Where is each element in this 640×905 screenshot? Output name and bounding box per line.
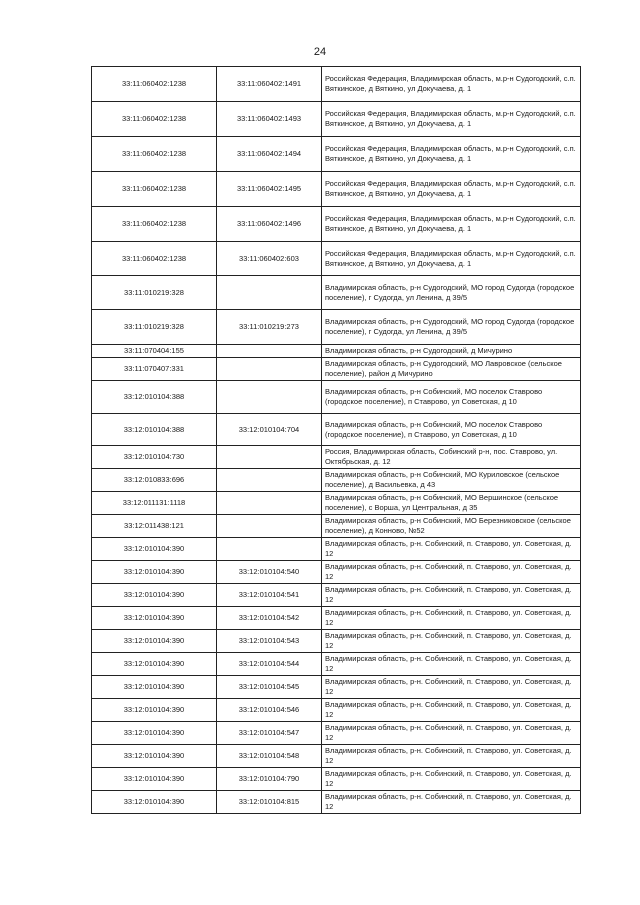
parent-cadastral-number: 33:11:060402:1238 xyxy=(92,207,217,242)
child-cadastral-number xyxy=(217,469,322,492)
table-row xyxy=(92,561,581,584)
table-row xyxy=(92,676,581,699)
parent-cadastral-number: 33:12:010833:696 xyxy=(92,469,217,492)
address-cell: Владимирская область, р-н Собинский, МО Куриловское (сельское поселение), д Васильевка, д 43 xyxy=(322,469,581,492)
table-row xyxy=(92,515,581,538)
address-cell: Владимирская область, р-н. Собинский, п. Ставрово, ул. Советская, д. 12 xyxy=(322,584,581,607)
address-cell: Владимирская область, р-н Судогодский, МО Лавровское (сельское поселение), район д Мичурино xyxy=(322,358,581,381)
child-cadastral-number: 33:12:010104:543 xyxy=(217,630,322,653)
child-cadastral-number: 33:11:060402:1491 xyxy=(217,67,322,102)
parent-cadastral-number: 33:12:010104:390 xyxy=(92,768,217,791)
table-row xyxy=(92,768,581,791)
child-cadastral-number: 33:12:010104:790 xyxy=(217,768,322,791)
address-cell: Владимирская область, р-н. Собинский, п. Ставрово, ул. Советская, д. 12 xyxy=(322,768,581,791)
address-cell: Владимирская область, р-н. Собинский, п. Ставрово, ул. Советская, д. 12 xyxy=(322,722,581,745)
table-row xyxy=(92,172,581,207)
address-cell: Российская Федерация, Владимирская область, м.р-н Судогодский, с.п. Вяткинское, д Вяткино, ул Докучаева, д. 1 xyxy=(322,67,581,102)
address-cell: Владимирская область, р-н Собинский, МО Вершинское (сельское поселение), с Ворша, ул Центральная, д 35 xyxy=(322,492,581,515)
child-cadastral-number: 33:11:060402:1495 xyxy=(217,172,322,207)
parent-cadastral-number: 33:11:070407:331 xyxy=(92,358,217,381)
table-row xyxy=(92,67,581,102)
parent-cadastral-number: 33:11:010219:328 xyxy=(92,310,217,345)
table-row xyxy=(92,381,581,414)
address-cell: Владимирская область, р-н. Собинский, п. Ставрово, ул. Советская, д. 12 xyxy=(322,745,581,768)
parent-cadastral-number: 33:12:010104:390 xyxy=(92,653,217,676)
address-cell: Владимирская область, р-н. Собинский, п. Ставрово, ул. Советская, д. 12 xyxy=(322,676,581,699)
address-cell: Владимирская область, р-н Собинский, МО поселок Ставрово (городское поселение), п Ставрово, ул Советская, д 10 xyxy=(322,381,581,414)
child-cadastral-number xyxy=(217,446,322,469)
parent-cadastral-number: 33:12:010104:390 xyxy=(92,538,217,561)
address-cell: Владимирская область, р-н. Собинский, п. Ставрово, ул. Советская, д. 12 xyxy=(322,561,581,584)
table-row xyxy=(92,492,581,515)
parent-cadastral-number: 33:12:011131:1118 xyxy=(92,492,217,515)
parent-cadastral-number: 33:12:010104:730 xyxy=(92,446,217,469)
child-cadastral-number: 33:12:010104:540 xyxy=(217,561,322,584)
address-cell: Владимирская область, р-н. Собинский, п. Ставрово, ул. Советская, д. 12 xyxy=(322,699,581,722)
table-row xyxy=(92,345,581,358)
child-cadastral-number xyxy=(217,515,322,538)
child-cadastral-number: 33:12:010104:544 xyxy=(217,653,322,676)
address-cell: Российская Федерация, Владимирская область, м.р-н Судогодский, с.п. Вяткинское, д Вяткино, ул Докучаева, д. 1 xyxy=(322,102,581,137)
parent-cadastral-number: 33:11:070404:155 xyxy=(92,345,217,358)
table-row xyxy=(92,699,581,722)
parent-cadastral-number: 33:12:010104:390 xyxy=(92,607,217,630)
address-cell: Владимирская область, р-н. Собинский, п. Ставрово, ул. Советская, д. 12 xyxy=(322,607,581,630)
parent-cadastral-number: 33:12:010104:390 xyxy=(92,630,217,653)
table-row xyxy=(92,207,581,242)
child-cadastral-number xyxy=(217,492,322,515)
child-cadastral-number: 33:12:010104:545 xyxy=(217,676,322,699)
child-cadastral-number: 33:12:010104:542 xyxy=(217,607,322,630)
parent-cadastral-number: 33:12:010104:388 xyxy=(92,414,217,446)
table-body xyxy=(92,67,581,814)
parent-cadastral-number: 33:11:060402:1238 xyxy=(92,137,217,172)
parent-cadastral-number: 33:12:010104:390 xyxy=(92,561,217,584)
child-cadastral-number: 33:12:010104:547 xyxy=(217,722,322,745)
parent-cadastral-number: 33:11:060402:1238 xyxy=(92,102,217,137)
child-cadastral-number: 33:11:060402:1496 xyxy=(217,207,322,242)
address-cell: Владимирская область, р-н. Собинский, п. Ставрово, ул. Советская, д. 12 xyxy=(322,791,581,814)
cadastral-table xyxy=(91,66,581,814)
child-cadastral-number: 33:11:060402:603 xyxy=(217,242,322,276)
address-cell: Российская Федерация, Владимирская область, м.р-н Судогодский, с.п. Вяткинское, д Вяткино, ул Докучаева, д. 1 xyxy=(322,137,581,172)
address-cell: Владимирская область, р-н. Собинский, п. Ставрово, ул. Советская, д. 12 xyxy=(322,538,581,561)
parent-cadastral-number: 33:12:010104:390 xyxy=(92,745,217,768)
table-row xyxy=(92,791,581,814)
table-row xyxy=(92,102,581,137)
table-row xyxy=(92,446,581,469)
table-row xyxy=(92,745,581,768)
child-cadastral-number: 33:12:010104:704 xyxy=(217,414,322,446)
address-cell: Российская Федерация, Владимирская область, м.р-н Судогодский, с.п. Вяткинское, д Вяткино, ул Докучаева, д. 1 xyxy=(322,242,581,276)
address-cell: Владимирская область, р-н Собинский, МО поселок Ставрово (городское поселение), п Ставрово, ул Советская, д 10 xyxy=(322,414,581,446)
child-cadastral-number xyxy=(217,381,322,414)
parent-cadastral-number: 33:12:010104:388 xyxy=(92,381,217,414)
child-cadastral-number: 33:12:010104:548 xyxy=(217,745,322,768)
address-cell: Владимирская область, р-н Судогодский, МО город Судогда (городское поселение), г Судогда, ул Ленина, д 39/5 xyxy=(322,276,581,310)
child-cadastral-number: 33:12:010104:541 xyxy=(217,584,322,607)
address-cell: Российская Федерация, Владимирская область, м.р-н Судогодский, с.п. Вяткинское, д Вяткино, ул Докучаева, д. 1 xyxy=(322,207,581,242)
parent-cadastral-number: 33:11:060402:1238 xyxy=(92,172,217,207)
table-row xyxy=(92,630,581,653)
address-cell: Владимирская область, р-н Собинский, МО Березниковское (сельское поселение), д Конново, №52 xyxy=(322,515,581,538)
parent-cadastral-number: 33:11:060402:1238 xyxy=(92,67,217,102)
parent-cadastral-number: 33:12:010104:390 xyxy=(92,676,217,699)
address-cell: Российская Федерация, Владимирская область, м.р-н Судогодский, с.п. Вяткинское, д Вяткино, ул Докучаева, д. 1 xyxy=(322,172,581,207)
child-cadastral-number: 33:12:010104:546 xyxy=(217,699,322,722)
table-row xyxy=(92,310,581,345)
parent-cadastral-number: 33:12:010104:390 xyxy=(92,699,217,722)
parent-cadastral-number: 33:11:010219:328 xyxy=(92,276,217,310)
table-row xyxy=(92,653,581,676)
child-cadastral-number xyxy=(217,345,322,358)
table-row xyxy=(92,538,581,561)
address-cell: Владимирская область, р-н Судогодский, МО город Судогда (городское поселение), г Судогда, ул Ленина, д 39/5 xyxy=(322,310,581,345)
table-row xyxy=(92,722,581,745)
table-row xyxy=(92,607,581,630)
child-cadastral-number xyxy=(217,276,322,310)
parent-cadastral-number: 33:12:011438:121 xyxy=(92,515,217,538)
table-row xyxy=(92,358,581,381)
address-cell: Владимирская область, р-н. Собинский, п. Ставрово, ул. Советская, д. 12 xyxy=(322,653,581,676)
table-row xyxy=(92,137,581,172)
address-cell: Владимирская область, р-н Судогодский, д Мичурино xyxy=(322,345,581,358)
child-cadastral-number: 33:12:010104:815 xyxy=(217,791,322,814)
child-cadastral-number xyxy=(217,358,322,381)
address-cell: Россия, Владимирская область, Собинский р-н, пос. Ставрово, ул. Октябрьская, д. 12 xyxy=(322,446,581,469)
address-cell: Владимирская область, р-н. Собинский, п. Ставрово, ул. Советская, д. 12 xyxy=(322,630,581,653)
child-cadastral-number xyxy=(217,538,322,561)
table-row xyxy=(92,276,581,310)
child-cadastral-number: 33:11:010219:273 xyxy=(217,310,322,345)
table-row xyxy=(92,469,581,492)
child-cadastral-number: 33:11:060402:1493 xyxy=(217,102,322,137)
page-number: 24 xyxy=(313,46,327,58)
table-row xyxy=(92,242,581,276)
child-cadastral-number: 33:11:060402:1494 xyxy=(217,137,322,172)
parent-cadastral-number: 33:12:010104:390 xyxy=(92,584,217,607)
parent-cadastral-number: 33:12:010104:390 xyxy=(92,722,217,745)
table-row xyxy=(92,584,581,607)
parent-cadastral-number: 33:12:010104:390 xyxy=(92,791,217,814)
table-row xyxy=(92,414,581,446)
parent-cadastral-number: 33:11:060402:1238 xyxy=(92,242,217,276)
